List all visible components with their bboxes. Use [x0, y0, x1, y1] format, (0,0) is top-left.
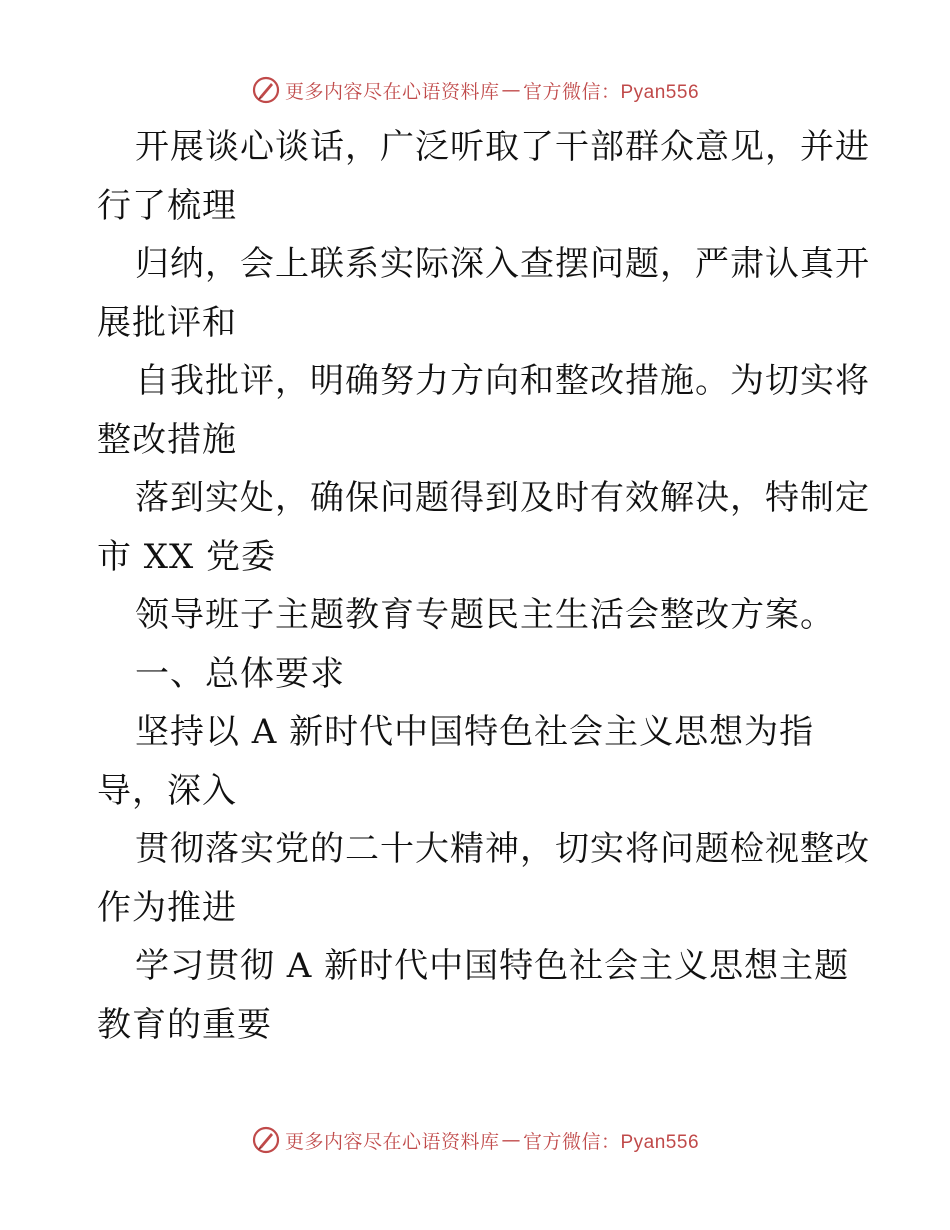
text-line: 导，深入	[97, 770, 237, 811]
text-line: 作为推进	[97, 887, 237, 928]
watermark-dash: —	[501, 79, 521, 101]
text-line: 坚持以 A 新时代中国特色社会主义思想为指	[135, 712, 815, 752]
watermark-contact-text: 官方微信：Pyan556	[523, 81, 700, 103]
text-line: 行了梳理	[97, 185, 237, 226]
quill-logo-icon	[251, 1125, 281, 1155]
watermark-contact-text: 官方微信：Pyan556	[523, 1131, 700, 1153]
text-line: 贯彻落实党的二十大精神，切实将问题检视整改	[135, 829, 870, 869]
text-line: 领导班子主题教育专题民主生活会整改方案。	[135, 595, 835, 635]
quill-logo-icon	[251, 75, 281, 105]
text-line: 开展谈心谈话，广泛听取了干部群众意见，并进	[135, 127, 870, 167]
text-line: 归纳，会上联系实际深入查摆问题，严肃认真开	[135, 244, 870, 284]
footer-watermark	[0, 1120, 950, 1160]
text-line: 展批评和	[97, 302, 237, 343]
text-line: 自我批评，明确努力方向和整改措施。为切实将	[135, 361, 870, 401]
watermark-site-text: 更多内容尽在心语资料库	[284, 1130, 500, 1153]
text-line: 市 XX 党委	[97, 536, 277, 577]
header-watermark	[0, 70, 950, 110]
text-line: 教育的重要	[97, 1004, 272, 1045]
text-line: 学习贯彻 A 新时代中国特色社会主义思想主题	[135, 946, 850, 986]
watermark-dash: —	[501, 1129, 521, 1151]
text-line: 落到实处，确保问题得到及时有效解决，特制定	[135, 478, 870, 518]
section-heading: 一、总体要求	[135, 653, 345, 694]
text-line: 整改措施	[97, 419, 237, 460]
watermark-site-text: 更多内容尽在心语资料库	[284, 80, 500, 103]
document-body	[97, 118, 870, 1054]
